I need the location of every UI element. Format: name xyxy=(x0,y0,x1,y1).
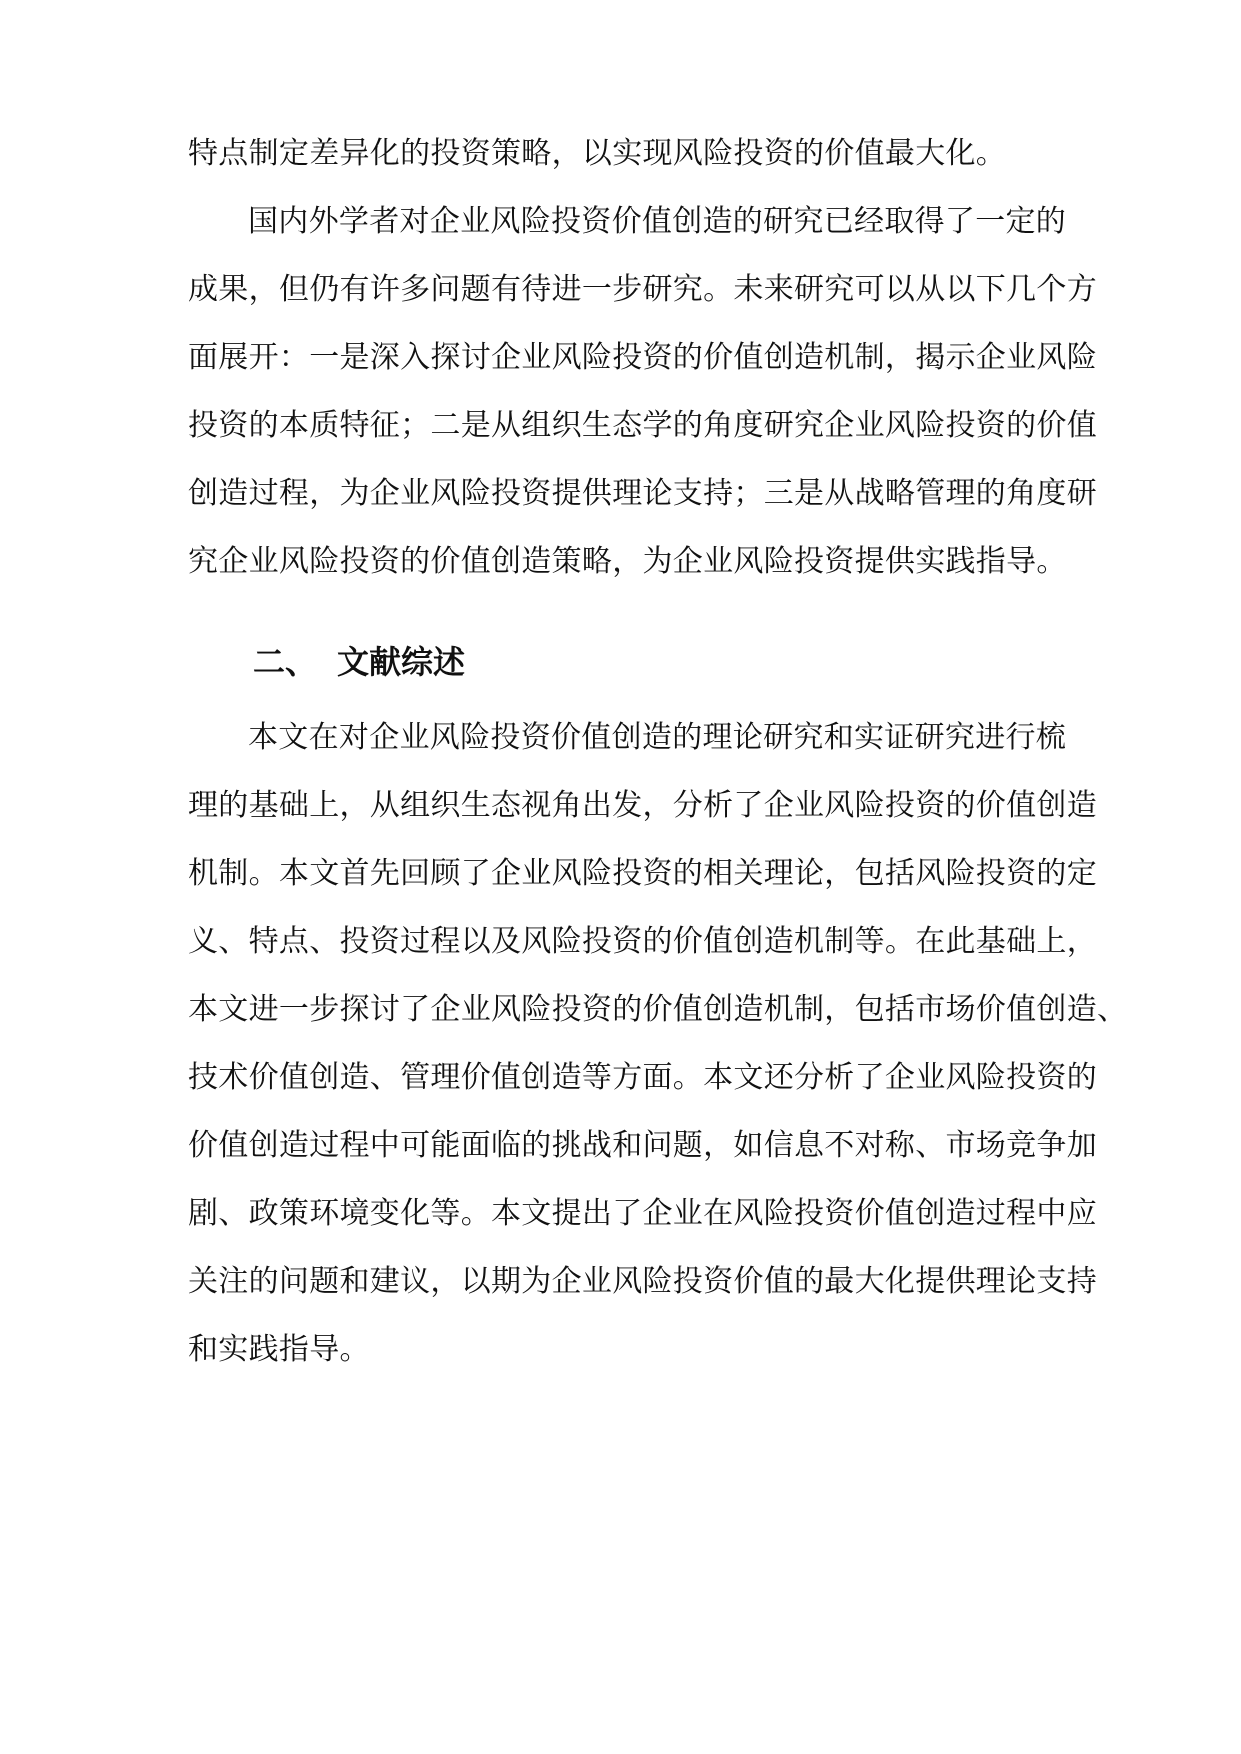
text-line: 本文在对企业风险投资价值创造的理论研究和实证研究进行梳 xyxy=(248,720,1067,755)
text-line: 究企业风险投资的价值创造策略，为企业风险投资提供实践指导。 xyxy=(188,544,1067,579)
section-heading xyxy=(253,642,465,682)
text-line: 关注的问题和建议，以期为企业风险投资价值的最大化提供理论支持 xyxy=(188,1264,1097,1299)
text-line: 和实践指导。 xyxy=(188,1332,370,1367)
text-line: 技术价值创造、管理价值创造等方面。本文还分析了企业风险投资的 xyxy=(188,1060,1097,1095)
text-line: 机制。本文首先回顾了企业风险投资的相关理论，包括风险投资的定 xyxy=(188,856,1097,891)
text-line: 面展开：一是深入探讨企业风险投资的价值创造机制，揭示企业风险 xyxy=(188,340,1097,375)
text-line: 理的基础上，从组织生态视角出发，分析了企业风险投资的价值创造 xyxy=(188,788,1097,823)
text-line: 价值创造过程中可能面临的挑战和问题，如信息不对称、市场竞争加 xyxy=(188,1128,1097,1163)
text-line: 义、特点、投资过程以及风险投资的价值创造机制等。在此基础上， xyxy=(188,924,1097,959)
section-number: 二、 xyxy=(253,643,318,681)
text-line: 投资的本质特征；二是从组织生态学的角度研究企业风险投资的价值 xyxy=(188,408,1097,443)
text-line: 本文进一步探讨了企业风险投资的价值创造机制，包括市场价值创造、 xyxy=(188,992,1128,1027)
text-line: 国内外学者对企业风险投资价值创造的研究已经取得了一定的 xyxy=(248,204,1067,239)
section-title: 文献综述 xyxy=(337,643,466,681)
text-line: 特点制定差异化的投资策略，以实现风险投资的价值最大化。 xyxy=(188,136,1007,171)
text-line: 剧、政策环境变化等。本文提出了企业在风险投资价值创造过程中应 xyxy=(188,1196,1097,1231)
text-line: 成果，但仍有许多问题有待进一步研究。未来研究可以从以下几个方 xyxy=(188,272,1097,307)
text-line: 创造过程，为企业风险投资提供理论支持；三是从战略管理的角度研 xyxy=(188,476,1097,511)
